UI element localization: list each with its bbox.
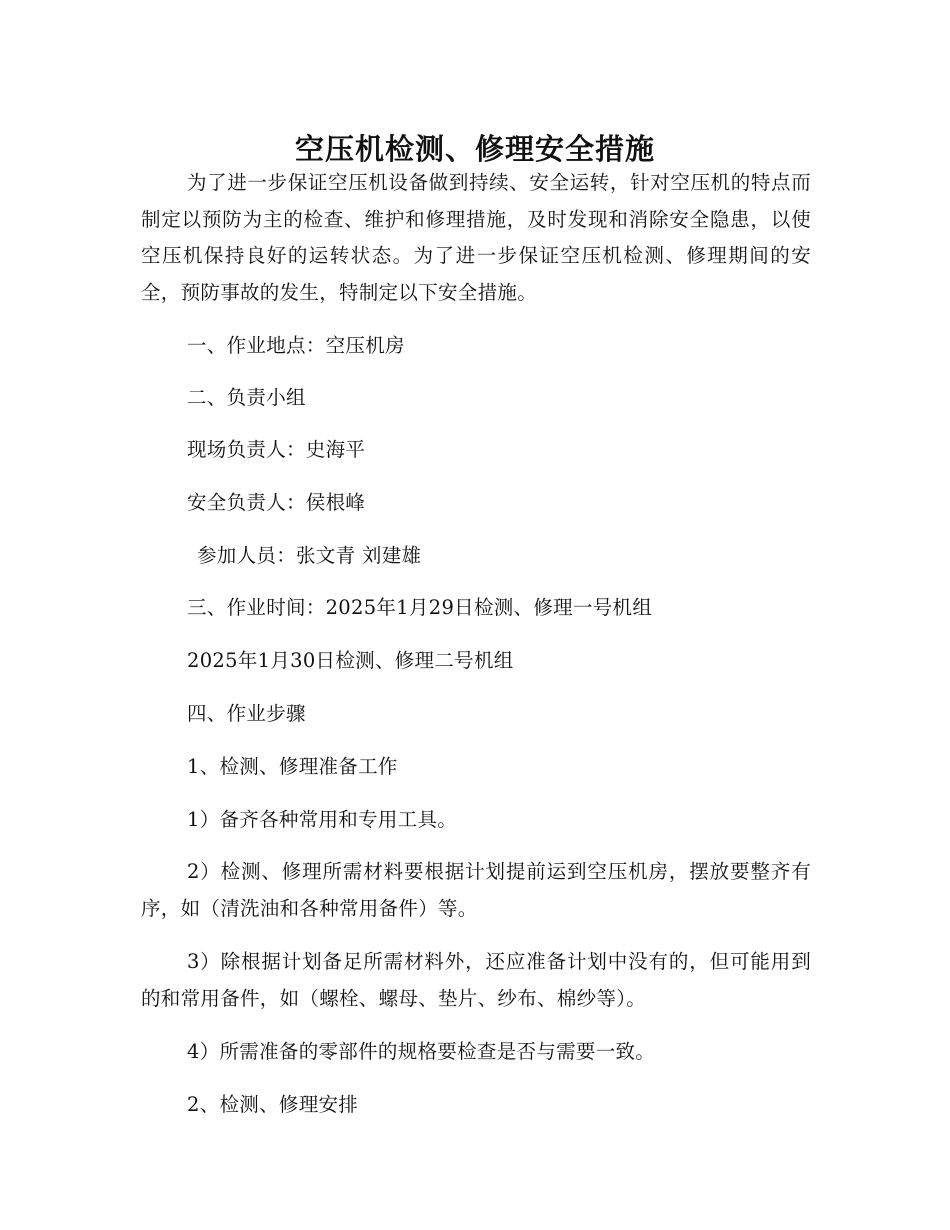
safety-leader: 安全负责人：侯根峰 [187, 491, 366, 514]
section-location: 一、作业地点：空压机房 [187, 334, 405, 357]
document-title: 空压机检测、修理安全措施 [294, 132, 655, 167]
step-1-1: 1）备齐各种常用和专用工具。 [187, 808, 458, 831]
section-steps: 四、作业步骤 [187, 702, 306, 725]
section-team: 二、负责小组 [187, 386, 306, 409]
step-1-4: 4）所需准备的零部件的规格要检查是否与需要一致。 [187, 1040, 656, 1063]
step-2-heading: 2、检测、修理安排 [187, 1093, 359, 1116]
time-line-2: 2025年1月30日检测、修理二号机组 [187, 649, 514, 672]
site-leader: 现场负责人：史海平 [187, 438, 366, 461]
step-1-2: 2）检测、修理所需材料要根据计划提前运到空压机房，摆放要整齐有序，如（清洗油和各种常用备件）等。 [141, 860, 811, 920]
step-1-3: 3）除根据计划备足所需材料外，还应准备计划中没有的，但可能用到的和常用备件，如（螺栓、螺母、垫片、纱布、棉纱等）。 [141, 950, 811, 1010]
step-1-heading: 1、检测、修理准备工作 [187, 755, 398, 778]
participants: 参加人员：张文青 刘建雄 [197, 544, 422, 567]
intro-paragraph: 为了进一步保证空压机设备做到持续、安全运转，针对空压机的特点而制定以预防为主的检查、维护和修理措施，及时发现和消除安全隐患，以使空压机保持良好的运转状态。为了进一步保证空压机检测、修理期间的安全，预防事故的发生，特制定以下安全措施。 [141, 171, 811, 304]
section-time: 三、作业时间：2025年1月29日检测、修理一号机组 [187, 596, 653, 619]
